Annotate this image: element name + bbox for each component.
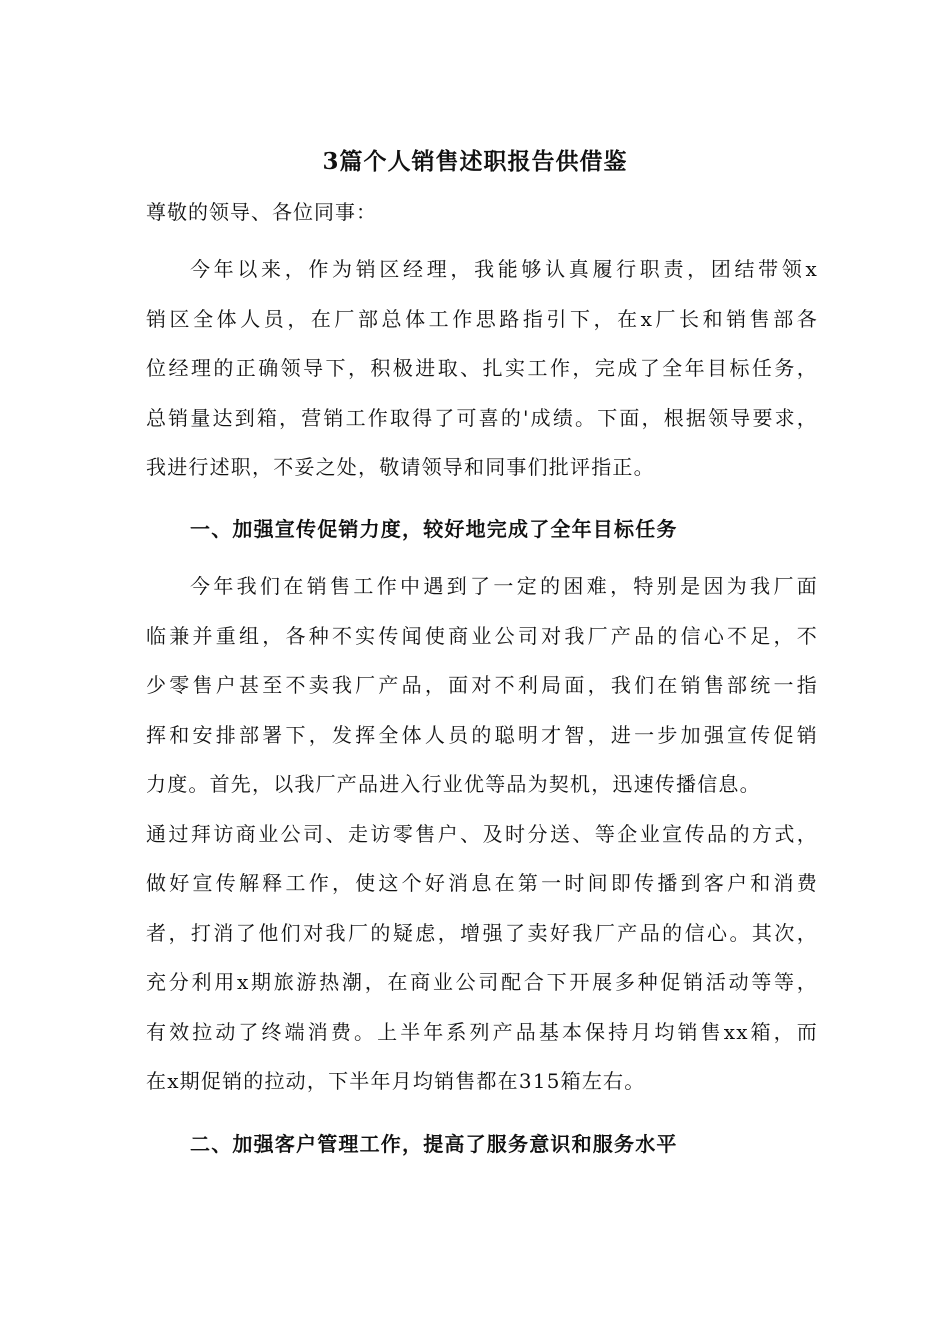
paragraph-line: 我进行述职，不妥之处，敬请领导和同事们批评指正。 [146,455,655,479]
paragraph-line: 通过拜访商业公司、走访零售户、及时分送、等企业宣传品的方式， [146,821,818,846]
section-heading-1: 一、加强宣传促销力度，较好地完成了全年目标任务 [190,517,678,541]
paragraph-line: 在x期促销的拉动，下半年月均销售都在315箱左右。 [146,1069,646,1093]
paragraph-line: 总销量达到箱，营销工作取得了可喜的'成绩。下面，根据领导要求， [146,405,818,430]
salutation: 尊敬的领导、各位同事： [146,200,377,224]
paragraph-line: 力度。首先，以我厂产品进入行业优等品为契机，迅速传播信息。 [146,772,761,796]
paragraph-line: 位经理的正确领导下，积极进取、扎实工作，完成了全年目标任务， [146,356,818,380]
paragraph-line: 少零售户甚至不卖我厂产品，面对不利局面，我们在销售部统一指 [146,673,818,697]
paragraph-line: 挥和安排部署下，发挥全体人员的聪明才智，进一步加强宣传促销 [146,722,818,747]
document-title: 3篇个人销售述职报告供借鉴 [322,148,628,175]
paragraph-line: 今年以来，作为销区经理，我能够认真履行职责，团结带领x [190,257,818,281]
paragraph-line: 充分利用x期旅游热潮，在商业公司配合下开展多种促销活动等等， [146,970,818,994]
paragraph-line: 今年我们在销售工作中遇到了一定的困难，特别是因为我厂面 [190,574,818,598]
paragraph-line: 做好宣传解释工作，使这个好消息在第一时间即传播到客户和消费 [146,871,818,895]
paragraph-line: 者，打消了他们对我厂的疑虑，增强了卖好我厂产品的信心。其次， [146,920,818,945]
paragraph-line: 销区全体人员，在厂部总体工作思路指引下，在x厂长和销售部各 [146,306,818,331]
paragraph-line: 有效拉动了终端消费。上半年系列产品基本保持月均销售xx箱，而 [146,1019,818,1044]
section1-paragraph [146,562,818,1107]
paragraph-line: 临兼并重组，各种不实传闻使商业公司对我厂产品的信心不足，不 [146,623,818,648]
section-heading-2: 二、加强客户管理工作，提高了服务意识和服务水平 [190,1132,678,1156]
intro-paragraph [146,245,818,493]
